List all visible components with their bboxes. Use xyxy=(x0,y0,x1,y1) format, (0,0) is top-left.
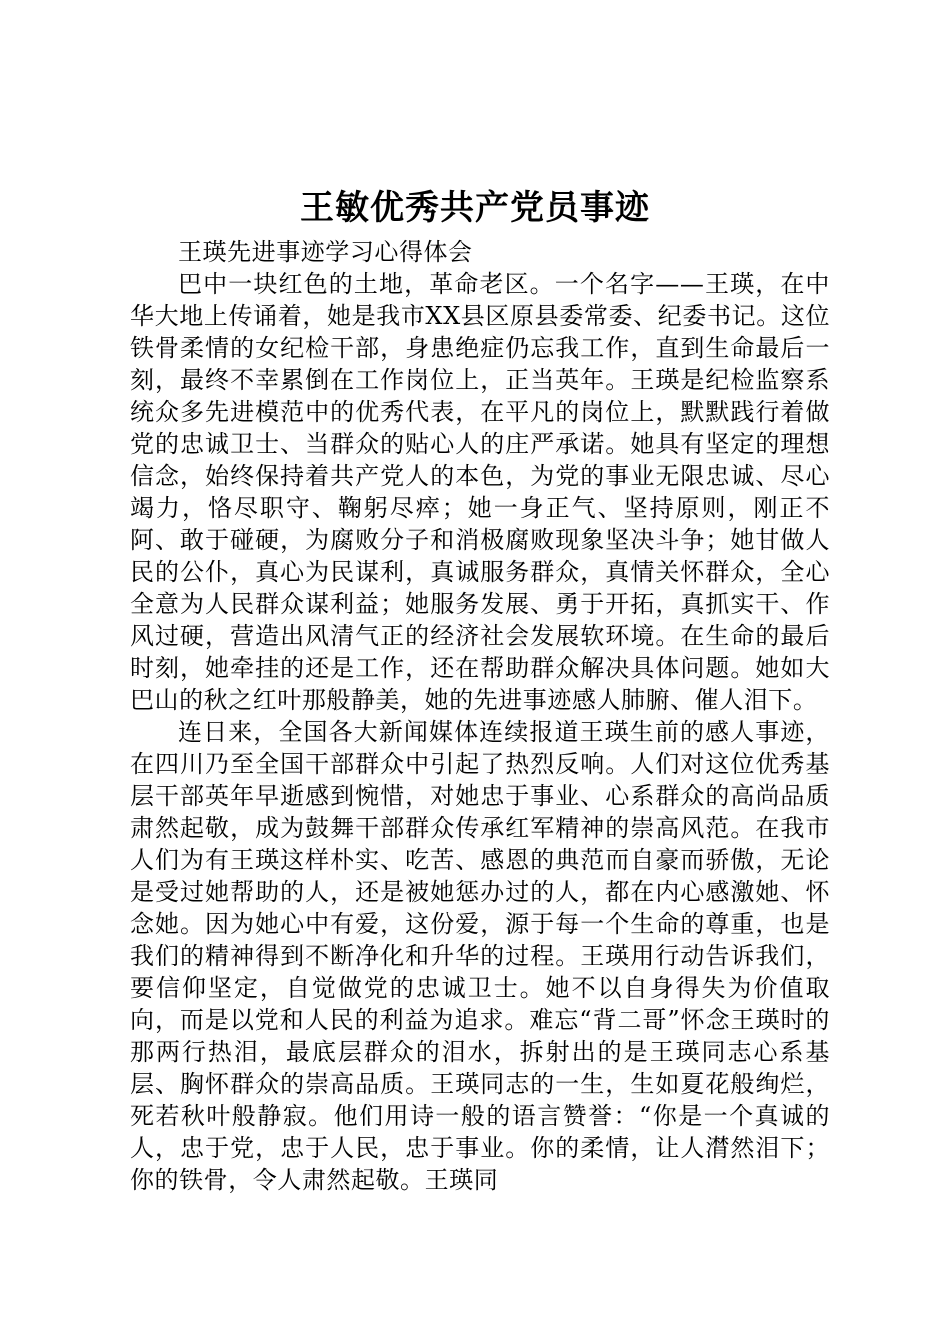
document-title: 王敏优秀共产党员事迹 xyxy=(300,188,650,228)
document-subheading: 王瑛先进事迹学习心得体会 xyxy=(178,238,473,266)
document-body xyxy=(130,236,830,1196)
paragraph: 巴中一块红色的土地，革命老区。一个名字——王瑛，在中华大地上传诵着，她是我市XX县区原县委常委、纪委书记。这位铁骨柔情的女纪检干部，身患绝症仍忘我工作，直到生命最后一刻，最终不幸累倒在工作岗位上，正当英年。王瑛是纪检监察系统众多先进模范中的优秀代表，在平凡的岗位上，默默践行着做党的忠诚卫士、当群众的贴心人的庄严承诺。她具有坚定的理想信念，始终保持着共产党人的本色，为党的事业无限忠诚、尽心竭力，恪尽职守、鞠躬尽瘁；她一身正气、坚持原则，刚正不阿、敢于碰硬，为腐败分子和消极腐败现象坚决斗争；她甘做人民的公仆，真心为民谋利，真诚服务群众，真情关怀群众，全心全意为人民群众谋利益；她服务发展、勇于开拓，真抓实干、作风过硬，营造出风清气正的经济社会发展软环境。在生命的最后时刻，她牵挂的还是工作，还在帮助群众解决具体问题。她如大巴山的秋之红叶那般静美，她的先进事迹感人肺腑、催人泪下。 xyxy=(130,270,830,714)
paragraph: 连日来，全国各大新闻媒体连续报道王瑛生前的感人事迹，在四川乃至全国干部群众中引起了热烈反响。人们对这位优秀基层干部英年早逝感到惋惜，对她忠于事业、心系群众的高尚品质肃然起敬，成为鼓舞干部群众传承红军精神的崇高风范。在我市人们为有王瑛这样朴实、吃苦、感恩的典范而自豪而骄傲，无论是受过她帮助的人，还是被她惩办过的人，都在内心感激她、怀念她。因为她心中有爱，这份爱，源于每一个生命的尊重，也是我们的精神得到不断净化和升华的过程。王瑛用行动告诉我们，要信仰坚定，自觉做党的忠诚卫士。她不以自身得失为价值取向，而是以党和人民的利益为追求。难忘“背二哥”怀念王瑛时的那两行热泪，最底层群众的泪水，拆射出的是王瑛同志心系基层、胸怀群众的崇高品质。王瑛同志的一生，生如夏花般绚烂，死若秋叶般静寂。他们用诗一般的语言赞誉：“你是一个真诚的人，忠于党，忠于人民，忠于事业。你的柔情，让人潸然泪下；你的铁骨，令人肃然起敬。王瑛同 xyxy=(130,718,830,1194)
